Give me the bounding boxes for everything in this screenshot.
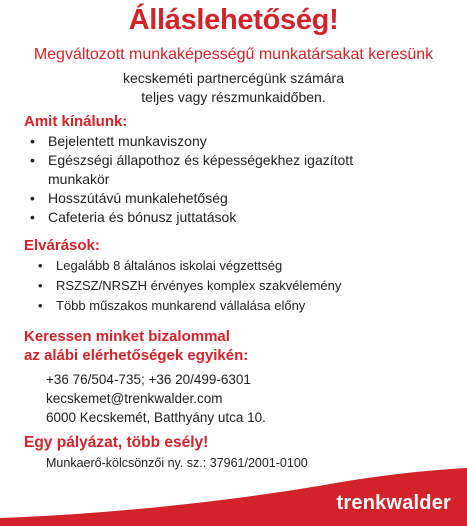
list-item-text: Legalább 8 általános iskolai végzettség (56, 258, 283, 273)
contact-heading-line-2: az alábi elérhetőségek egyikén: (24, 347, 249, 364)
list-item-text: Egészségi állapothoz és képességekhez igazított (48, 152, 354, 168)
license-number: Munkaerő-kölcsönzői ny. sz.: 37961/2001-0100 (46, 456, 308, 470)
list-item-text: Hosszútávú munkalehetőség (48, 190, 228, 206)
offer-list (30, 132, 353, 227)
list-item-text: Bejelentett munkaviszony (48, 133, 207, 149)
subtitle: Megváltozott munkaképességű munkatársakat keresünk (33, 46, 434, 63)
list-item (30, 208, 353, 227)
list-item-text: munkakör (48, 171, 110, 187)
list-item-continuation (30, 170, 353, 189)
intro-line-2: teljes vagy részmunkaidőben. (141, 89, 326, 105)
list-item (30, 132, 353, 151)
list-item-text: RSZSZ/NRSZH érvényes komplex szakvélemény (56, 278, 342, 293)
requirements-heading: Elvárások: (24, 237, 100, 254)
footer-banner (0, 468, 467, 526)
trenkwalder-logo: trenkwalder (336, 492, 451, 514)
list-item (38, 256, 341, 276)
contact-phone: +36 76/504-735; +36 20/499-6301 (46, 372, 251, 387)
slogan: Egy pályázat, több esély! (24, 434, 209, 451)
list-item (38, 276, 341, 296)
list-item-text: Több műszakos munkarend vállalása előny (56, 298, 306, 313)
list-item (30, 151, 353, 170)
page-title: Álláslehetőség! (128, 4, 339, 36)
contact-email: kecskemet@trenkwalder.com (46, 391, 223, 406)
list-item (38, 296, 341, 316)
list-item-text: Cafeteria és bónusz juttatások (48, 209, 237, 225)
intro-line-1: kecskeméti partnercégünk számára (123, 70, 344, 86)
offer-heading: Amit kínálunk: (24, 113, 128, 130)
list-item (30, 189, 353, 208)
requirements-list (38, 256, 341, 316)
contact-heading-line-1: Keressen minket bizalommal (24, 328, 230, 345)
contact-address: 6000 Kecskemét, Batthyány utca 10. (46, 410, 266, 425)
